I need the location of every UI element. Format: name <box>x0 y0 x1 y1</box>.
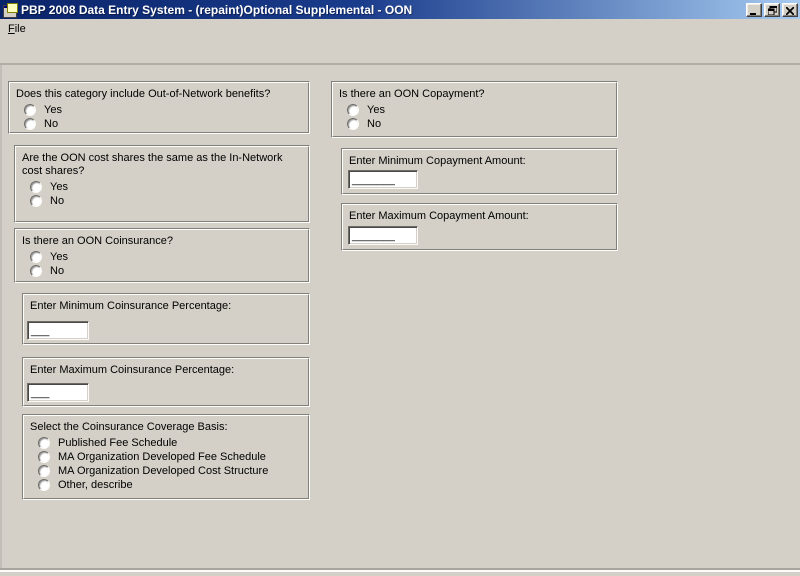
radio-option-yes[interactable] <box>347 103 610 117</box>
radio-option-no[interactable] <box>347 117 610 131</box>
menu-bar <box>0 19 800 39</box>
radio-option-ma-developed-fee-schedule[interactable] <box>38 450 302 464</box>
taskbar-sliver <box>0 572 800 576</box>
window-title: PBP 2008 Data Entry System - (repaint)Optional Supplemental - OON <box>21 2 413 17</box>
field-label: Enter Maximum Copayment Amount: <box>349 210 529 222</box>
radio-label: Yes <box>50 180 68 193</box>
menu-file[interactable]: File <box>8 23 26 35</box>
group-max-copayment <box>341 203 618 251</box>
radio-label: No <box>367 117 382 130</box>
radio-option-no[interactable] <box>30 264 302 278</box>
radio-button-icon[interactable] <box>30 251 42 263</box>
radio-label: No <box>44 117 59 130</box>
radio-button-icon[interactable] <box>24 118 36 130</box>
radio-label: Yes <box>367 103 385 116</box>
question-label: Is there an OON Copayment? <box>339 88 485 100</box>
radio-button-icon[interactable] <box>38 479 50 491</box>
window-controls <box>744 3 798 17</box>
radio-label: MA Organization Developed Cost Structure <box>58 464 269 477</box>
radio-label: Other, describe <box>58 478 133 491</box>
max-copayment-input[interactable] <box>348 226 418 245</box>
radio-button-icon[interactable] <box>30 181 42 193</box>
radio-button-icon[interactable] <box>24 104 36 116</box>
radio-option-yes[interactable] <box>24 103 302 117</box>
radio-option-no[interactable] <box>30 194 302 208</box>
restore-button[interactable] <box>764 3 780 17</box>
question-label: Select the Coinsurance Coverage Basis: <box>30 421 228 433</box>
field-label: Enter Minimum Copayment Amount: <box>349 155 526 167</box>
group-coverage-basis <box>22 414 310 500</box>
client-area-top-edge <box>0 63 800 65</box>
group-cost-shares-same <box>14 145 310 223</box>
client-area-left-edge <box>0 65 2 568</box>
radio-label: Yes <box>50 250 68 263</box>
field-label: Enter Minimum Coinsurance Percentage: <box>30 300 232 312</box>
radio-button-icon[interactable] <box>347 104 359 116</box>
radio-option-no[interactable] <box>24 117 302 131</box>
radio-option-published-fee-schedule[interactable] <box>38 436 302 450</box>
input-mask-value: _______ <box>352 230 395 242</box>
minimize-button[interactable] <box>746 3 762 17</box>
radio-button-icon[interactable] <box>347 118 359 130</box>
close-icon <box>786 7 794 15</box>
radio-option-other-describe[interactable] <box>38 478 302 492</box>
input-mask-value: _______ <box>352 174 395 186</box>
radio-button-icon[interactable] <box>38 465 50 477</box>
radio-button-icon[interactable] <box>30 265 42 277</box>
group-oon-coinsurance <box>14 228 310 283</box>
radio-label: Yes <box>44 103 62 116</box>
group-max-coinsurance <box>22 357 310 407</box>
max-coinsurance-input[interactable] <box>27 383 89 402</box>
close-button[interactable] <box>782 3 798 17</box>
question-label: Is there an OON Coinsurance? <box>22 235 174 247</box>
title-bar <box>0 0 800 19</box>
restore-icon <box>768 6 777 15</box>
input-mask-value: ___ <box>31 387 50 399</box>
minimize-icon <box>750 8 758 15</box>
radio-option-yes[interactable] <box>30 180 302 194</box>
radio-button-icon[interactable] <box>38 451 50 463</box>
group-oon-copayment <box>331 81 618 138</box>
radio-label: MA Organization Developed Fee Schedule <box>58 450 266 463</box>
min-copayment-input[interactable] <box>348 170 418 189</box>
question-label: Does this category include Out-of-Network benefits? <box>16 88 271 100</box>
input-mask-value: ___ <box>31 325 50 337</box>
group-oon-benefits <box>8 81 310 134</box>
radio-option-yes[interactable] <box>30 250 302 264</box>
radio-option-ma-developed-cost-structure[interactable] <box>38 464 302 478</box>
radio-label: No <box>50 264 65 277</box>
radio-label: No <box>50 194 65 207</box>
radio-button-icon[interactable] <box>38 437 50 449</box>
field-label: Enter Maximum Coinsurance Percentage: <box>30 364 235 376</box>
app-icon <box>3 3 17 17</box>
min-coinsurance-input[interactable] <box>27 321 89 340</box>
radio-label: Published Fee Schedule <box>58 436 178 449</box>
group-min-copayment <box>341 148 618 195</box>
question-label: Are the OON cost shares the same as the In-Network cost shares? <box>22 152 283 177</box>
radio-button-icon[interactable] <box>30 195 42 207</box>
group-min-coinsurance <box>22 293 310 345</box>
